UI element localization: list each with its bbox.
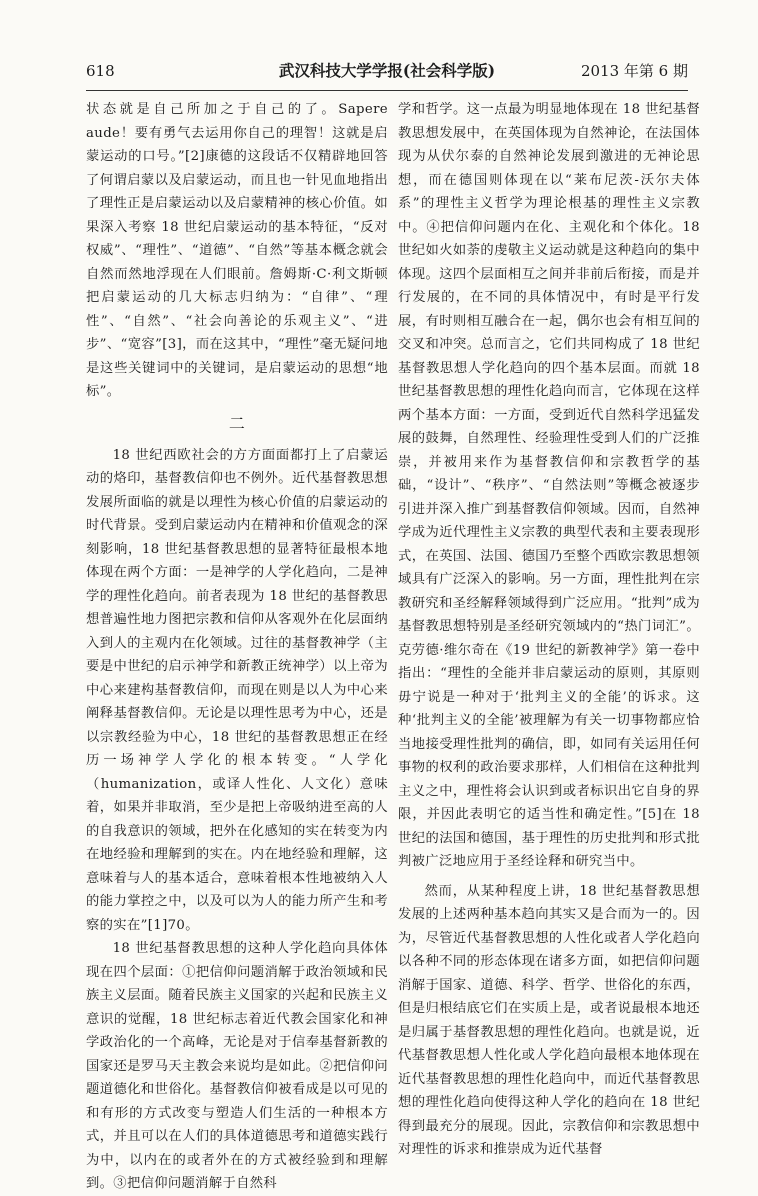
paragraph: 18 世纪基督教思想的这种人学化趋向具体体现在四个层面：①把信仰问题消解于政治领域和民族主义层面。随着民族主义国家的兴起和民族主义意识的觉醒，18 世纪标志着近代教会国家化和神学政治化的一个高峰，无论是对于信奉基督新教的国家还是罗马天主教会来说均是如此。②把信仰问题道德化和世俗化。基督教信仰被看成是以可见的和有形的方式改变与塑造人们生活的一种根本方式，并且可以在人们的具体道德思考和道德实践行为中，以内在的或者外在的方式被经验到和理解到。③把信仰问题消解于自然科 <box>86 941 388 1191</box>
issue-label: 2013 年第 6 期 <box>580 62 688 80</box>
header-rule <box>86 90 688 91</box>
paragraph: 18 世纪西欧社会的方方面面都打上了启蒙运动的烙印，基督教信仰也不例外。近代基督教思想发展所面临的就是以理性为核心价值的启蒙运动的时代背景。受到启蒙运动内在精神和价值观念的深刻影响，18 世纪基督教思想的显著特征最根本地体现在两个方面：一是神学的人学化趋向，二是神学的理性化趋向。前者表现为 18 世纪的基督教思想普遍性地力图把宗教和信仰从客观外在化层面纳入到人的主观内在化领域。过往的基督教神学（主要是中世纪的启示神学和新教正统神学）以上帝为中心来建构基督教信仰，而现在则是以人为中心来阐释基督教信仰。无论是以理性思考为中心，还是以宗教经验为中心，18 世纪的基督教思想正在经历一场神学人学化的根本转变。“人学化（humanization，或译人性化、人文化）意味着，如果并非取消，至少是把上帝吸纳进至高的人的自我意识的领域，把外在化感知的实在转变为内在地经验和理解到的实在。内在地经验和理解，这意味着与人的基本适合，意味着根本性地被纳入人的能力掌控之中，以及可以为人的能力所产生和考察的实在”[1]70。 <box>86 447 388 933</box>
right-column <box>398 98 700 1162</box>
page-header <box>86 56 688 86</box>
paragraph: 学和哲学。这一点最为明显地体现在 18 世纪基督教思想发展中，在英国体现为自然神论，在法国体现为从伏尔泰的自然神论发展到激进的无神论思想，而在德国则体现在以“莱布尼茨-沃尔夫体系”的理性主义哲学为理论根基的理性主义宗教中。④把信仰问题内在化、主观化和个体化。18 世纪如火如荼的虔敬主义运动就是这种趋向的集中体现。这四个层面相互之间并非前后衔接，而是并行发展的，在不同的具体情况中，有时是平行发展，有时则相互融合在一起，偶尔也会有相互间的交叉和冲突。总而言之，它们共同构成了 18 世纪基督教思想人学化趋向的四个基本层面。而就 18 世纪基督教思想的理性化趋向而言，它体现在这样两个基本方面：一方面，受到近代自然科学迅猛发展的鼓舞，自然理性、经验理性受到人们的广泛推崇，并被用来作为基督教信仰和宗教哲学的基础，“设计”、“秩序”、“自然法则”等概念被逐步引进并深入推广到基督教信仰领域。因而，自然神学成为近代理性主义宗教的典型代表和主要表现形式，在英国、法国、德国乃至整个西欧宗教思想领域具有广泛深入的影响。另一方面，理性批判在宗教研究和圣经解释领域得到广泛应用。“批判”成为基督教思想特别是圣经研究领域内的“热门词汇”。克劳德·维尔奇在《19 世纪的新教神学》第一卷中指出：“理性的全能并非启蒙运动的原则，其原则毋宁说是一种对于‘批判主义的全能’的诉求。这种‘批判主义的全能’被理解为有关一切事物都应恰当地接受理性批判的确信，即，如同有关运用任何事物的权利的政治要求那样，人们相信在这种批判主义之中，理性将会认识到或者标识出它自身的界限，并因此表明它的适当性和确定性。”[5]在 18 世纪的法国和德国，基于理性的历史批判和形式批判被广泛地应用于圣经诠释和研究当中。 <box>398 102 700 869</box>
paragraph: 状态就是自己所加之于自己的了。Sapere aude！要有勇气去运用你自己的理智！这就是启蒙运动的口号。”[2]康德的这段话不仅精辟地回答了何谓启蒙以及启蒙运动，而且也一针见血地指出了理性正是启蒙运动以及启蒙精神的核心价值。如果深入考察 18 世纪启蒙运动的基本特征，“反对权威”、“理性”、“道德”、“自然”等基本概念就会自然而然地浮现在人们眼前。詹姆斯·C·利文斯顿把启蒙运动的几大标志归纳为：“自律”、“理性”、“自然”、“社会向善论的乐观主义”、“进步”、“宽容”[3]，而在这其中，“理性”毫无疑问地是这些关键词中的关键词，是启蒙运动的思想“地标”。 <box>86 102 388 399</box>
section-heading: 二 <box>228 413 246 433</box>
page-number: 618 <box>86 62 115 80</box>
journal-title: 武汉科技大学学报(社会科学版) <box>278 61 496 80</box>
paragraph: 然而，从某种程度上讲，18 世纪基督教思想发展的上述两种基本趋向其实又是合而为一的。因为，尽管近代基督教思想的人性化或者人学化趋向以各种不同的形态体现在诸多方面，如把信仰问题消解于国家、道德、科学、哲学、世俗化的东西，但是归根结底它们在实质上是，或者说最根本地还是归属于基督教思想的理性化趋向。也就是说，近代基督教思想人性化或人学化趋向最根本地体现在近代基督教思想的理性化趋向中，而近代基督教思想的理性化趋向使得这种人学化的趋向在 18 世纪得到最充分的展现。因此，宗教信仰和宗教思想中对理性的诉求和推崇成为近代基督 <box>398 883 700 1157</box>
left-column <box>86 98 388 1196</box>
